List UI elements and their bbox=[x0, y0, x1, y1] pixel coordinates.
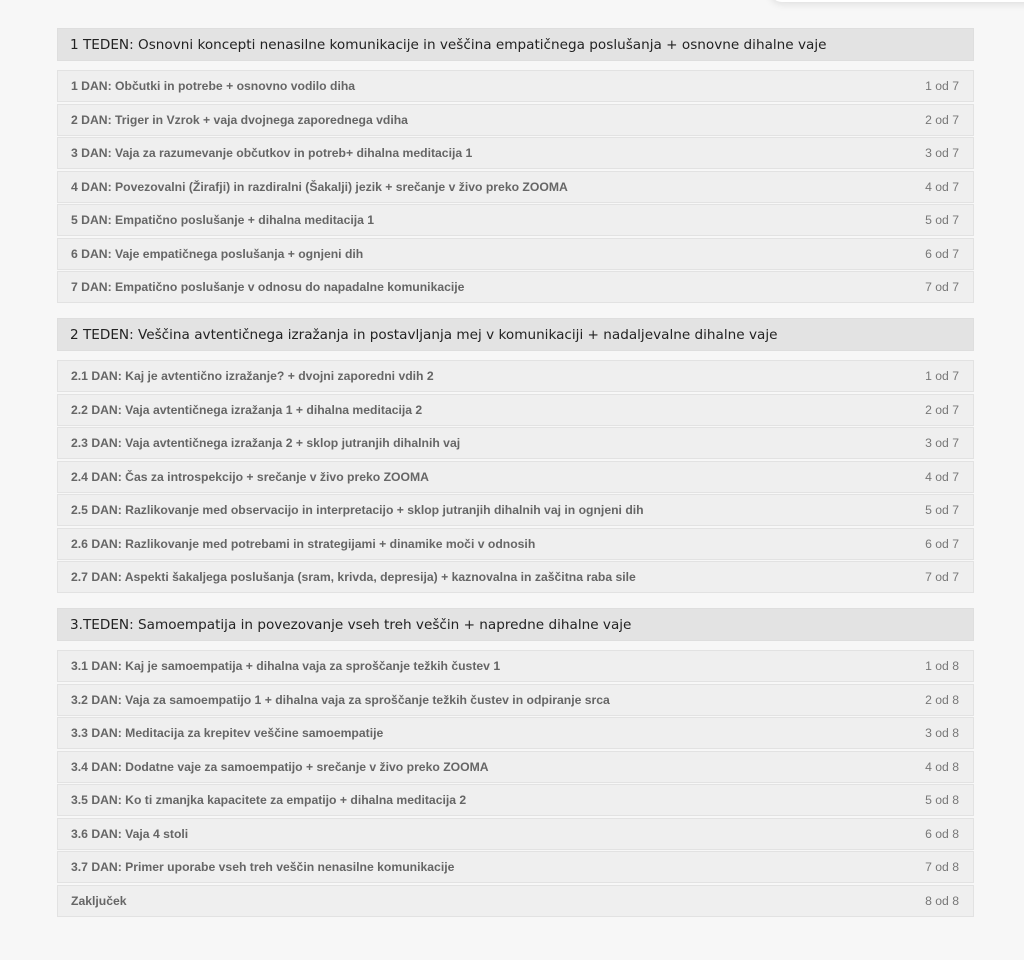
section-title: 1 TEDEN: Osnovni koncepti nenasilne komunikacije in veščina empatičnega poslušanja + osnovne dihalne vaje bbox=[57, 28, 974, 61]
top-panel-edge bbox=[770, 0, 1024, 2]
lesson-count: 6 od 8 bbox=[925, 826, 959, 841]
lesson-title: 6 DAN: Vaje empatičnega poslušanja + ognjeni dih bbox=[71, 246, 364, 261]
lesson-item[interactable] bbox=[57, 561, 974, 593]
lesson-title: 2.2 DAN: Vaja avtentičnega izražanja 1 + dihalna meditacija 2 bbox=[71, 402, 423, 417]
lesson-item[interactable] bbox=[57, 717, 974, 749]
lesson-count: 2 od 8 bbox=[925, 692, 959, 707]
lesson-item[interactable] bbox=[57, 751, 974, 783]
section-week-3 bbox=[57, 608, 974, 917]
lesson-item[interactable] bbox=[57, 885, 974, 917]
lesson-title: 3.6 DAN: Vaja 4 stoli bbox=[71, 826, 189, 841]
lesson-title: 3.2 DAN: Vaja za samoempatijo 1 + dihalna vaja za sproščanje težkih čustev in odpiranje srca bbox=[71, 692, 610, 707]
lesson-count: 2 od 7 bbox=[925, 112, 959, 127]
lesson-title: 2.6 DAN: Razlikovanje med potrebami in strategijami + dinamike moči v odnosih bbox=[71, 536, 536, 551]
lesson-item[interactable] bbox=[57, 238, 974, 270]
lesson-count: 7 od 7 bbox=[925, 570, 959, 584]
lesson-title: 2.3 DAN: Vaja avtentičnega izražanja 2 + sklop jutranjih dihalnih vaj bbox=[71, 436, 461, 450]
lesson-title: 3.7 DAN: Primer uporabe vseh treh veščin nenasilne komunikacije bbox=[71, 860, 455, 874]
lesson-count: 4 od 7 bbox=[925, 179, 959, 194]
lesson-title: 2.5 DAN: Razlikovanje med observacijo in interpretacijo + sklop jutranjih dihalnih vaj in ognjeni dih bbox=[71, 503, 644, 517]
lesson-title: 2 DAN: Triger in Vzrok + vaja dvojnega zaporednega vdiha bbox=[71, 112, 408, 127]
lesson-title: 2.7 DAN: Aspekti šakaljega poslušanja (sram, krivda, depresija) + kaznovalna in zaščitna raba sile bbox=[71, 570, 636, 584]
lesson-count: 4 od 8 bbox=[925, 759, 959, 774]
lesson-item[interactable] bbox=[57, 171, 974, 203]
lesson-count: 5 od 7 bbox=[925, 213, 959, 227]
lesson-title: 7 DAN: Empatično poslušanje v odnosu do napadalne komunikacije bbox=[71, 280, 465, 294]
lesson-title: 2.1 DAN: Kaj je avtentično izražanje? + dvojni zaporedni vdih 2 bbox=[71, 369, 434, 383]
lesson-title: 3 DAN: Vaja za razumevanje občutkov in potreb+ dihalna meditacija 1 bbox=[71, 146, 473, 160]
lesson-item[interactable] bbox=[57, 427, 974, 459]
section-title: 3.TEDEN: Samoempatija in povezovanje vseh treh veščin + napredne dihalne vaje bbox=[57, 608, 974, 641]
lesson-item[interactable] bbox=[57, 784, 974, 816]
lesson-title: Zaključek bbox=[71, 893, 127, 908]
lesson-item[interactable] bbox=[57, 137, 974, 169]
section-week-1 bbox=[57, 28, 974, 303]
lesson-title: 1 DAN: Občutki in potrebe + osnovno vodilo diha bbox=[71, 79, 356, 93]
lesson-count: 5 od 8 bbox=[925, 793, 959, 807]
lesson-title: 5 DAN: Empatično poslušanje + dihalna meditacija 1 bbox=[71, 213, 375, 227]
lesson-item[interactable] bbox=[57, 494, 974, 526]
lesson-count: 6 od 7 bbox=[925, 536, 959, 551]
lesson-title: 3.5 DAN: Ko ti zmanjka kapacitete za empatijo + dihalna meditacija 2 bbox=[71, 793, 467, 807]
lesson-item[interactable] bbox=[57, 271, 974, 303]
lesson-count: 4 od 7 bbox=[925, 469, 959, 484]
lesson-count: 3 od 7 bbox=[925, 436, 959, 450]
lesson-count: 8 od 8 bbox=[925, 893, 959, 908]
lesson-item[interactable] bbox=[57, 461, 974, 493]
lesson-count: 6 od 7 bbox=[925, 246, 959, 261]
lesson-title: 3.4 DAN: Dodatne vaje za samoempatijo + srečanje v živo preko ZOOMA bbox=[71, 759, 489, 774]
section-week-2 bbox=[57, 318, 974, 593]
lesson-count: 7 od 8 bbox=[925, 860, 959, 874]
lesson-item[interactable] bbox=[57, 360, 974, 392]
lesson-count: 3 od 7 bbox=[925, 146, 959, 160]
course-curriculum bbox=[57, 28, 974, 932]
lesson-count: 1 od 7 bbox=[925, 369, 959, 383]
lesson-item[interactable] bbox=[57, 104, 974, 136]
lesson-item[interactable] bbox=[57, 684, 974, 716]
lesson-title: 4 DAN: Povezovalni (Žirafji) in razdiralni (Šakalji) jezik + srečanje v živo preko ZOOMA bbox=[71, 179, 568, 194]
lesson-title: 3.3 DAN: Meditacija za krepitev veščine samoempatije bbox=[71, 726, 384, 740]
lesson-count: 1 od 8 bbox=[925, 659, 959, 673]
lesson-title: 3.1 DAN: Kaj je samoempatija + dihalna vaja za sproščanje težkih čustev 1 bbox=[71, 659, 501, 673]
lesson-item[interactable] bbox=[57, 650, 974, 682]
lesson-item[interactable] bbox=[57, 394, 974, 426]
lesson-count: 5 od 7 bbox=[925, 503, 959, 517]
lesson-count: 3 od 8 bbox=[925, 726, 959, 740]
section-title: 2 TEDEN: Veščina avtentičnega izražanja in postavljanja mej v komunikaciji + nadaljevalne dihalne vaje bbox=[57, 318, 974, 351]
lesson-item[interactable] bbox=[57, 70, 974, 102]
lesson-item[interactable] bbox=[57, 204, 974, 236]
lesson-item[interactable] bbox=[57, 818, 974, 850]
lesson-count: 2 od 7 bbox=[925, 402, 959, 417]
lesson-count: 1 od 7 bbox=[925, 79, 959, 93]
lesson-title: 2.4 DAN: Čas za introspekcijo + srečanje v živo preko ZOOMA bbox=[71, 469, 429, 484]
lesson-item[interactable] bbox=[57, 851, 974, 883]
lesson-item[interactable] bbox=[57, 528, 974, 560]
lesson-count: 7 od 7 bbox=[925, 280, 959, 294]
